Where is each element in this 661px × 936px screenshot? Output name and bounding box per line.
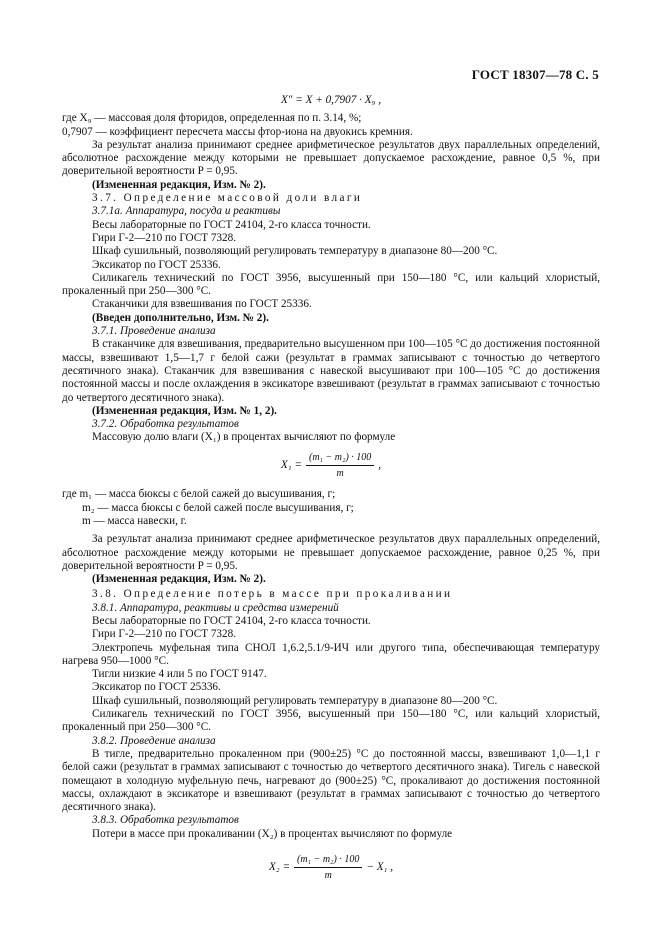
text-line: m — масса навески, г. (82, 514, 187, 527)
formula-x1 (62, 451, 600, 481)
paragraph: Силикагель технический по ГОСТ 3956, высушенный при 150—180 °C, или кальций хлористый, прокаленный при 250—300 °C. (62, 708, 600, 734)
section-heading-3-7: 3.7. Определение массовой доли влаги (92, 192, 363, 205)
text-line: Эксикатор по ГОСТ 25336. (92, 258, 221, 271)
page-header: ГОСТ 18307—78 С. 5 (471, 67, 599, 82)
text-line: Шкаф сушильный, позволяющий регулировать температуру в диапазоне 80—200 °C. (92, 245, 498, 258)
amendment-note: (Измененная редакция, Изм. № 2). (92, 573, 266, 586)
text-line: Потери в массе при прокаливании (X₂) в процентах вычисляют по формуле (92, 827, 453, 840)
paragraph: В тигле, предварительно прокаленном при (900±25) °C до постоянной массы, взвешивают 1,0—1,1 г белой сажи (результат в граммах записывают с точностью до четвертого десятичного знака). Тигель с навеской помещают в холодную муфельную печь, нагревают до (900±25) °C, прокаливают до достижения постоянной массы, охлаждают в эксикаторе и взвешивают (результат в граммах записывают с точностью до четвертого десятичного знака). (62, 747, 600, 814)
subsection-heading-3-8-1: 3.8.1. Аппаратура, реактивы и средства измерений (92, 601, 339, 614)
formula-numerator: (m₁ − m₂) · 100 (294, 853, 362, 868)
text-line: Тигли низкие 4 или 5 по ГОСТ 9147. (92, 668, 267, 681)
text-line: m₂ — масса бюксы с белой сажей после высушивания, г; (82, 501, 354, 514)
subsection-heading-3-8-3: 3.8.3. Обработка результатов (92, 814, 239, 827)
subsection-heading-3-7-2: 3.7.2. Обработка результатов (92, 418, 239, 431)
amendment-note: (Измененная редакция, Изм. № 1, 2). (92, 404, 277, 417)
subsection-heading-3-8-2: 3.8.2. Проведение анализа (92, 734, 216, 747)
formula-tail: , (378, 458, 382, 471)
text-line: Гири Г-2—210 по ГОСТ 7328. (92, 628, 237, 641)
text-line: Стаканчики для взвешивания по ГОСТ 25336. (92, 298, 312, 311)
text-line: Шкаф сушильный, позволяющий регулировать температуру в диапазоне 80—200 °C. (92, 694, 498, 707)
formula-fraction (294, 853, 362, 883)
formula-x2 (62, 853, 600, 883)
paragraph: Электропечь муфельная типа СНОЛ 1,6.2,5.1/9-ИЧ или другого типа, обеспечивающая температуру нагрева 950—1000 °C. (62, 641, 600, 667)
section-heading-3-8: 3.8. Определение потерь в массе при прокаливании (92, 588, 453, 601)
paragraph: Силикагель технический по ГОСТ 3956, высушенный при 150—180 °C, или кальций хлористый, прокаленный при 250—300 °C. (62, 271, 600, 298)
formula-numerator: (m₁ − m₂) · 100 (306, 451, 374, 466)
formula-lhs: X₂ = (268, 861, 291, 874)
formula-denominator: m (324, 870, 332, 882)
formula-tail: − X₁ , (366, 861, 394, 874)
text-line: 0,7907 — коэффициент пересчета массы фтор-иона на двуокись кремния. (62, 125, 413, 138)
formula-denominator: m (336, 468, 344, 480)
paragraph: За результат анализа принимают среднее арифметическое результатов двух параллельных определений, абсолютное расхождение между которыми не превышает допускаемое расхождение, равное 0,25 %, при доверительной вероятности P = 0,95. (62, 533, 600, 572)
text-line: где m₁ — масса бюксы с белой сажей до высушивания, г; (62, 488, 336, 501)
formula-fraction (306, 451, 374, 481)
paragraph: В стаканчике для взвешивания, предварительно высушенном при 100—105 °C до достижения постоянной массы, взвешивают 1,5—1,7 г белой сажи (результат в граммах записывают с точностью до четвертого десятичного знака). Стаканчик для взвешивания с навеской высушивают при 100—105 °C до достижения постоянной массы и после охлаждения в эксикаторе взвешивают (результат в граммах записывают с точностью до четвертого десятичного знака). (62, 338, 600, 404)
subsection-heading-3-7-1: 3.7.1. Проведение анализа (92, 325, 216, 338)
subsection-heading-3-7-1a: 3.7.1а. Аппаратура, посуда и реактивы (92, 205, 281, 218)
paragraph: За результат анализа принимают среднее арифметическое результатов двух параллельных определений, абсолютное расхождение между которыми не превышает допускаемое расхождение, равное 0,5 %, при доверительной вероятности P = 0,95. (62, 138, 600, 178)
document-body (62, 92, 600, 891)
text-line: Массовую долю влаги (X₁) в процентах вычисляют по формуле (92, 431, 396, 444)
text-line: Весы лабораторные по ГОСТ 24104, 2-го класса точности. (92, 218, 371, 231)
amendment-note: (Измененная редакция, Изм. № 2). (92, 178, 266, 191)
amendment-note: (Введен дополнительно, Изм. № 2). (92, 311, 269, 324)
text-line: Эксикатор по ГОСТ 25336. (92, 681, 221, 694)
text-line: где X₉ — массовая доля фторидов, определенная по п. 3.14, %; (62, 112, 362, 125)
text-line: Гири Г-2—210 по ГОСТ 7328. (92, 231, 237, 244)
text-line: Весы лабораторные по ГОСТ 24104, 2-го класса точности. (92, 614, 371, 627)
formula-x-double-prime: X″ = X + 0,7907 · X₉ , (280, 94, 382, 106)
formula-lhs: X₁ = (280, 458, 302, 471)
